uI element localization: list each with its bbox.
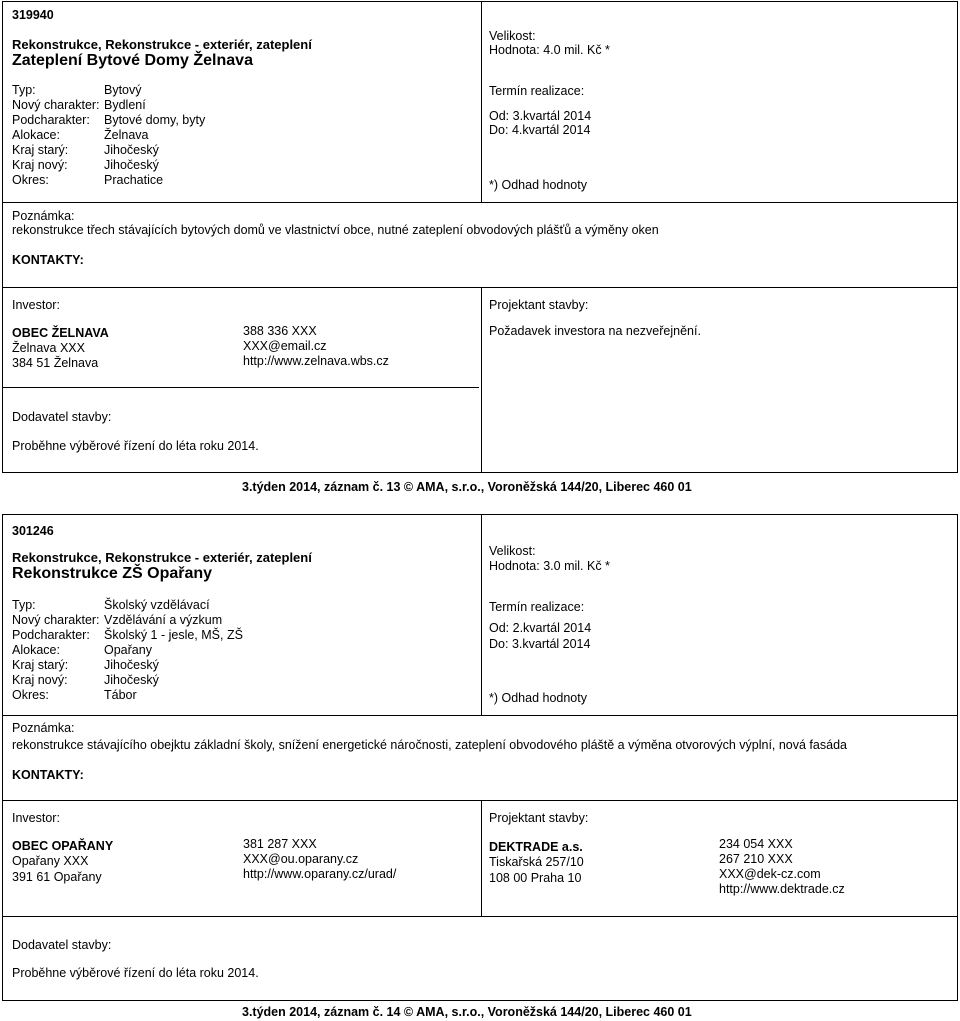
do-label: Do: [489,637,512,651]
record-id: 301246 [12,524,54,538]
property-value: Školský vzdělávací [104,598,210,612]
hodnota-amount: 3.0 mil. Kč * [543,559,610,573]
investor-label: Investor: [12,298,60,312]
dodavatel-label: Dodavatel stavby: [12,410,112,424]
investor-address: Želnava XXX [12,341,85,355]
property-kraj-stary [12,658,243,673]
termin-do [489,123,590,138]
termin-label: Termín realizace: [489,600,585,614]
row-divider [3,287,957,288]
property-label: Nový charakter: [12,98,100,112]
investor-phone: 388 336 XXX [243,324,317,338]
property-novy-charakter [12,98,205,113]
hodnota-value [489,43,610,58]
property-label: Podcharakter: [12,628,90,642]
investor-email[interactable]: XXX@email.cz [243,339,327,353]
property-label: Typ: [12,598,36,612]
record-id: 319940 [12,8,54,22]
dodavatel-text: Proběhne výběrové řízení do léta roku 2014. [12,439,259,453]
do-value: 3.kvartál 2014 [511,637,591,651]
projektant-city: 108 00 Praha 10 [489,871,582,885]
property-kraj-stary [12,143,205,158]
kontakty-heading: KONTAKTY: [12,253,84,267]
hodnota-label: Hodnota: [489,43,544,57]
property-alokace [12,643,243,658]
od-value: 3.kvartál 2014 [512,109,592,123]
property-value: Školský 1 - jesle, MŠ, ZŠ [104,628,243,642]
row-divider [3,387,479,388]
property-okres [12,688,243,703]
investor-web-link[interactable]: http://www.oparany.cz/urad/ [243,867,397,881]
kontakty-heading: KONTAKTY: [12,768,84,782]
column-divider [481,2,482,202]
property-typ [12,83,205,98]
property-value: Prachatice [104,173,164,187]
record-category: Rekonstrukce, Rekonstrukce - exteriér, zateplení [12,550,312,565]
row-divider [3,715,957,716]
row-divider [3,800,957,801]
projektant-web-link[interactable]: http://www.dektrade.cz [719,882,845,896]
projektant-label: Projektant stavby: [489,811,589,825]
property-alokace [12,128,205,143]
investor-name: OBEC ŽELNAVA [12,326,109,340]
record-card [2,1,958,473]
projektant-phone-2: 267 210 XXX [719,852,793,866]
termin-od [489,621,591,636]
termin-od [489,109,591,124]
property-value: Bydlení [104,98,146,112]
property-value: Jihočeský [104,143,159,157]
property-label: Podcharakter: [12,113,90,127]
property-label: Okres: [12,173,49,187]
column-divider [481,515,482,715]
dodavatel-label: Dodavatel stavby: [12,938,112,952]
projektant-name: DEKTRADE a.s. [489,840,583,854]
projektant-note: Požadavek investora na nezveřejnění. [489,324,701,338]
velikost-label: Velikost: [489,544,536,558]
property-label: Typ: [12,83,36,97]
record-footer: 3.týden 2014, záznam č. 14 © AMA, s.r.o., Voroněžská 144/20, Liberec 460 01 [242,1005,692,1019]
property-label: Alokace: [12,128,60,142]
hodnota-amount: 4.0 mil. Kč * [543,43,610,57]
projektant-phone: 234 054 XXX [719,837,793,851]
row-divider [3,916,957,917]
investor-name: OBEC OPAŘANY [12,839,114,853]
property-label: Kraj starý: [12,658,69,672]
property-value: Jihočeský [104,673,159,687]
record-title: Zateplení Bytové Domy Želnava [12,52,253,69]
investor-web-link[interactable]: http://www.zelnava.wbs.cz [243,354,389,368]
property-value: Jihočeský [104,158,159,172]
property-list [12,598,243,703]
termin-label: Termín realizace: [489,84,585,98]
poznamka-text: rekonstrukce stávajícího obejktu základní školy, snížení energetické náročnosti, zateplení obvodového pláště a výměna otvorových výplní, nová fasáda [12,738,847,752]
property-value: Želnava [104,128,149,142]
property-podcharakter [12,113,205,128]
property-value: Tábor [104,688,137,702]
investor-address: Opařany XXX [12,854,89,868]
poznamka-label: Poznámka: [12,209,75,223]
row-divider [3,202,957,203]
property-value: Bytové domy, byty [104,113,206,127]
property-typ [12,598,243,613]
dodavatel-text: Proběhne výběrové řízení do léta roku 2014. [12,966,259,980]
property-label: Okres: [12,688,49,702]
property-okres [12,173,205,188]
poznamka-label: Poznámka: [12,721,75,735]
termin-do [489,637,590,652]
investor-city: 384 51 Želnava [12,356,99,370]
property-value: Vzdělávání a výzkum [104,613,223,627]
property-label: Kraj nový: [12,158,68,172]
odhad-note: *) Odhad hodnoty [489,691,587,705]
property-novy-charakter [12,613,243,628]
record-title: Rekonstrukce ZŠ Opařany [12,565,213,582]
property-list [12,83,205,188]
hodnota-label: Hodnota: [489,559,544,573]
investor-label: Investor: [12,811,60,825]
investor-city: 391 61 Opařany [12,870,102,884]
record-card [2,514,958,1001]
do-label: Do: [489,123,512,137]
poznamka-text: rekonstrukce třech stávajících bytových domů ve vlastnictví obce, nutné zateplení obvodových plášťů a výměny oken [12,223,659,237]
projektant-email[interactable]: XXX@dek-cz.com [719,867,821,881]
investor-phone: 381 287 XXX [243,837,317,851]
projektant-label: Projektant stavby: [489,298,589,312]
od-label: Od: [489,109,513,123]
odhad-note: *) Odhad hodnoty [489,178,587,192]
velikost-label: Velikost: [489,29,536,43]
hodnota-value [489,559,610,574]
property-value: Opařany [104,643,152,657]
property-label: Kraj starý: [12,143,69,157]
property-value: Bytový [104,83,142,97]
property-kraj-novy [12,673,243,688]
property-label: Alokace: [12,643,60,657]
property-value: Jihočeský [104,658,159,672]
record-category: Rekonstrukce, Rekonstrukce - exteriér, zateplení [12,37,312,52]
property-kraj-novy [12,158,205,173]
record-footer: 3.týden 2014, záznam č. 13 © AMA, s.r.o., Voroněžská 144/20, Liberec 460 01 [242,480,692,494]
property-podcharakter [12,628,243,643]
do-value: 4.kvartál 2014 [511,123,591,137]
property-label: Nový charakter: [12,613,100,627]
od-value: 2.kvartál 2014 [512,621,592,635]
projektant-address: Tiskařská 257/10 [489,855,584,869]
column-divider [481,287,482,473]
property-label: Kraj nový: [12,673,68,687]
column-divider [481,800,482,916]
od-label: Od: [489,621,513,635]
investor-email[interactable]: XXX@ou.oparany.cz [243,852,359,866]
